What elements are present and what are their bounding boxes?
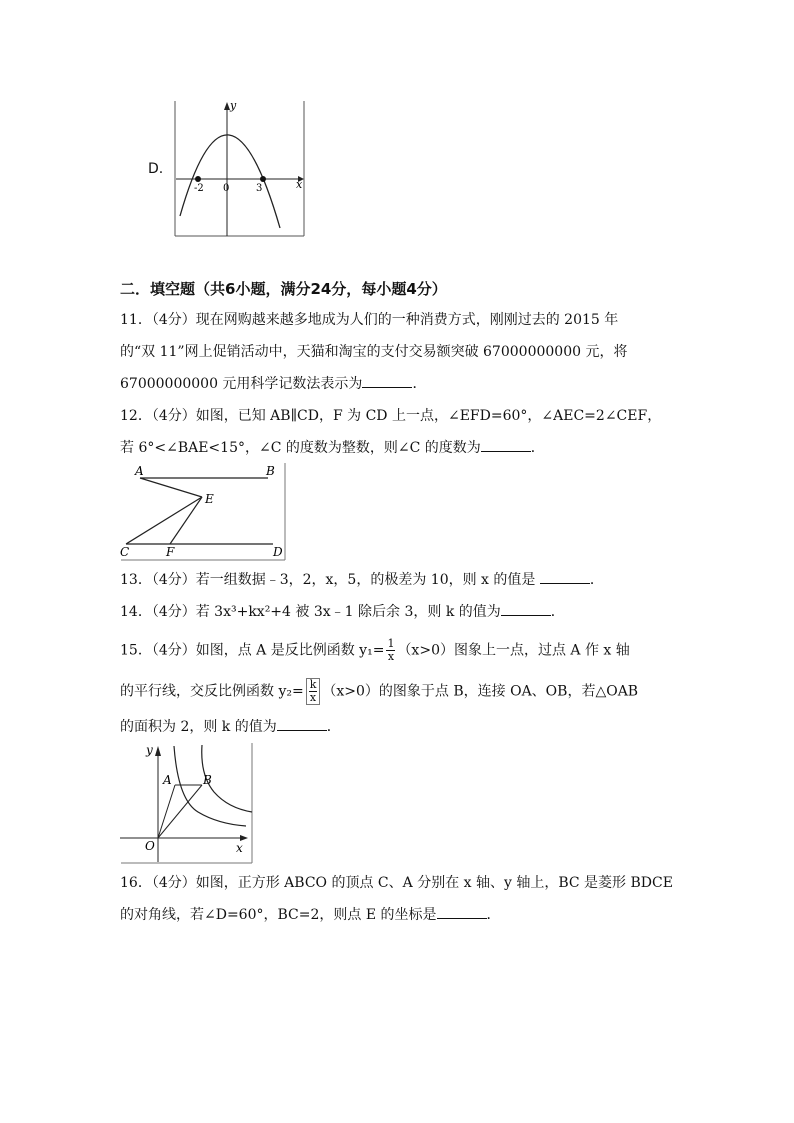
q15-text-2: 的平行线，交反比例函数 y₂= <box>120 683 304 700</box>
q12-line-1: 12．（4分）如图，已知 AB∥CD，F 为 CD 上一点，∠EFD=60°，∠AEC=2∠CEF， <box>120 408 662 424</box>
q15-text-1: 15．（4分）如图，点 A 是反比例函数 y₁= <box>120 642 385 659</box>
q15-fraction-2 <box>306 678 321 705</box>
q14-end: ． <box>550 604 565 620</box>
q16-end: ． <box>486 907 501 923</box>
q15-frac1-num: 1 <box>387 637 395 650</box>
q15-fraction-1 <box>386 638 395 663</box>
q11-end: ． <box>412 376 427 392</box>
q15-frac2-den: x <box>309 691 317 704</box>
q11-line-3 <box>120 373 426 394</box>
q12-point-f: F <box>166 545 175 559</box>
q15-answer-blank[interactable] <box>277 716 327 731</box>
option-d-tick-0: 0 <box>223 183 230 194</box>
q13-answer-blank[interactable] <box>540 569 590 584</box>
q15-line-1 <box>120 638 630 663</box>
q15-line-3 <box>120 716 341 737</box>
q12-point-c: C <box>120 545 130 559</box>
q16-line-2 <box>120 904 501 925</box>
q15-point-a: A <box>163 773 172 787</box>
q15-frac1-den: x <box>387 650 395 663</box>
q15-point-b: B <box>203 773 212 787</box>
q14-line <box>120 601 565 622</box>
q12-parallel-lines-figure <box>118 460 288 562</box>
q12-line-2 <box>120 437 545 458</box>
q15-point-o: O <box>145 839 155 853</box>
q15-end: ． <box>326 719 341 735</box>
q12-text: 若 6°<∠BAE<15°，∠C 的度数为整数，则∠C 的度数为 <box>120 440 481 456</box>
q13-text: 13．（4分）若一组数据﹣3，2，x，5，的极差为 10，则 x 的值是 <box>120 572 540 588</box>
q11-line-2: 的“双 11”网上促销活动中，天猫和淘宝的支付交易额突破 67000000000 元，将 <box>120 344 628 360</box>
q12-answer-blank[interactable] <box>481 437 531 452</box>
q12-end: ． <box>530 440 545 456</box>
q12-point-a: A <box>135 464 144 478</box>
option-d-parabola-figure <box>170 98 310 240</box>
q15-text-1b: （x>0）图象上一点，过点 A 作 x 轴 <box>397 642 630 659</box>
q13-line <box>120 569 604 590</box>
q15-frac2-num: k <box>309 678 317 691</box>
q11-text: 67000000000 元用科学记数法表示为 <box>120 376 363 392</box>
section-heading: 二．填空题（共6小题，满分24分，每小题4分） <box>120 280 447 298</box>
q13-end: ． <box>589 572 604 588</box>
q15-x-label: x <box>236 841 243 855</box>
option-d-label: D. <box>148 161 164 177</box>
q15-line-2 <box>120 678 638 705</box>
q15-text-2b: （x>0）的图象于点 B，连接 OA、OB，若△OAB <box>322 683 639 700</box>
q11-line-1: 11．（4分）现在网购越来越多地成为人们的一种消费方式，刚刚过去的 2015 年 <box>120 312 619 328</box>
q14-text: 14．（4分）若 3x³+kx²+4 被 3x﹣1 除后余 3，则 k 的值为 <box>120 604 501 620</box>
option-d-tick-3: 3 <box>256 183 263 194</box>
option-d-tick-neg2: -2 <box>194 183 204 194</box>
q11-answer-blank[interactable] <box>362 373 412 388</box>
q15-y-label: y <box>146 743 153 757</box>
option-d-x-label: x <box>296 178 303 191</box>
q16-answer-blank[interactable] <box>437 904 487 919</box>
q15-hyperbola-figure <box>118 740 256 866</box>
option-d-y-label: y <box>230 99 237 112</box>
q12-point-d: D <box>273 545 283 559</box>
q12-point-e: E <box>205 492 214 506</box>
q15-text-3: 的面积为 2，则 k 的值为 <box>120 719 277 735</box>
q14-answer-blank[interactable] <box>501 601 551 616</box>
q12-point-b: B <box>266 464 275 478</box>
q16-text: 的对角线，若∠D=60°，BC=2，则点 E 的坐标是 <box>120 907 437 923</box>
q16-line-1: 16．（4分）如图，正方形 ABCO 的顶点 C、A 分别在 x 轴、y 轴上，BC 是菱形 BDCE <box>120 875 673 891</box>
